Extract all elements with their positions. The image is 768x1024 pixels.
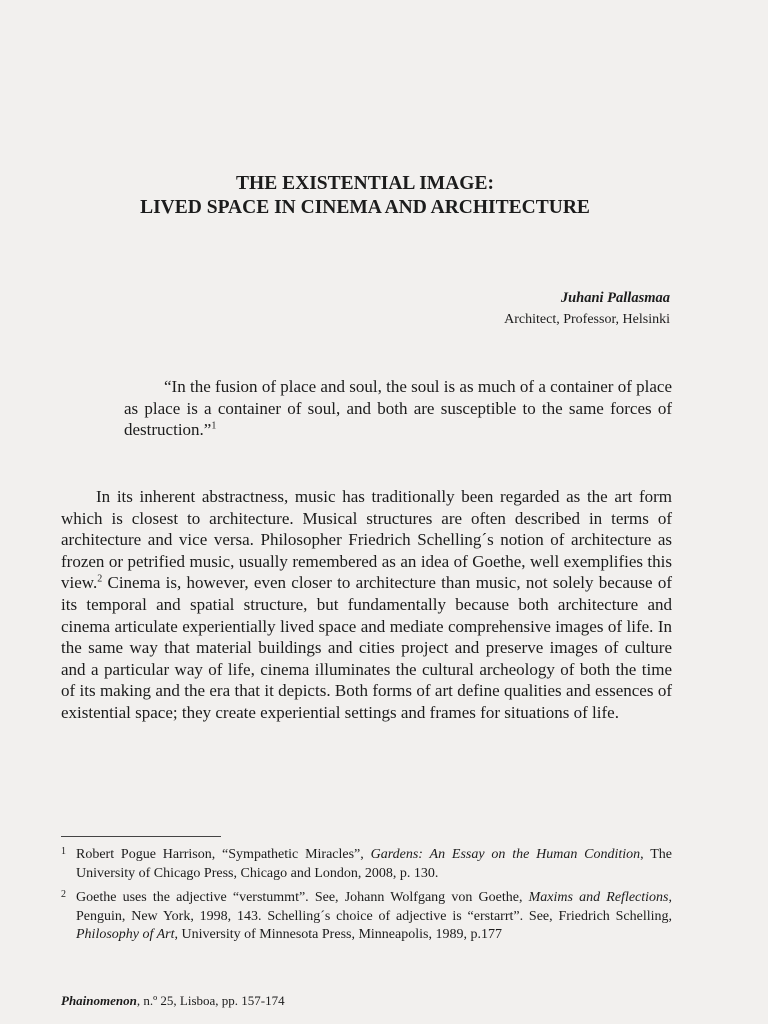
body-text-part-1: In its inherent abstractness, music has traditionally been regarded as the art form which is closest to architecture. Musical structures are often described in terms of architecture and vice versa. Philosopher Friedrich Schelling´s notion of architecture as frozen or petrified music, usually remembered as an idea of Goethe, well exemplifies this view. [61, 487, 672, 593]
article-title [60, 172, 670, 220]
journal-name: Phainomenon [61, 993, 137, 1008]
epigraph-quote [124, 376, 672, 441]
author-name: Juhani Pallasmaa [560, 290, 670, 306]
footnote-text: , Penguin, New York, 1998, 143. Schelling´s choice of adjective is “erstarrt”. See, Friedrich Schelling, [76, 890, 672, 924]
footnote-text: , The University of Chicago Press, Chicago and London, 2008, p. 130. [76, 847, 673, 881]
footnote-ref-1: 1 [211, 420, 217, 432]
footnote-text: , University of Minnesota Press, Minneapolis, 1989, p.177 [174, 927, 502, 942]
author-affiliation: Architect, Professor, Helsinki [504, 312, 670, 327]
journal-details: , n.º 25, Lisboa, pp. 157-174 [136, 993, 285, 1008]
footnote-1 [61, 843, 672, 883]
footnotes [61, 843, 672, 948]
footnote-2 [61, 886, 672, 945]
footnote-divider [61, 836, 221, 837]
body-paragraph [61, 486, 672, 724]
body-text-part-2: Cinema is, however, even closer to architecture than music, not solely because of its temporal and spatial structure, but fundamentally because both architecture and cinema articulate experientially lived space and mediate comprehensive images of life. In the same way that material buildings and cities project and preserve images of culture and a particular way of life, cinema illuminates the cultural archeology of both the time of its making and the era that it depicts. Both forms of art define qualities and essences of existential space; they create experiential settings and frames for situations of life. [61, 573, 672, 722]
footnote-book-title: Gardens: An Essay on the Human Condition [370, 847, 641, 862]
footnote-text: Robert Pogue Harrison, “Sympathetic Miracles”, [76, 847, 371, 862]
footnote-number: 1 [61, 846, 66, 857]
author-block [504, 288, 670, 330]
epigraph-text: “In the fusion of place and soul, the soul is as much of a container of place as place is a container of soul, and both are susceptible to the same forces of destruction.” [124, 377, 672, 439]
footnote-ref-2: 2 [97, 573, 103, 585]
title-line-2: LIVED SPACE IN CINEMA AND ARCHITECTURE [140, 197, 590, 218]
journal-citation [61, 993, 285, 1009]
footnote-book-title: Maxims and Reflections [528, 890, 669, 905]
title-line-1: THE EXISTENTIAL IMAGE: [236, 173, 494, 194]
footnote-book-title: Philosophy of Art [76, 927, 175, 942]
footnote-number: 2 [61, 889, 66, 900]
footnote-text: Goethe uses the adjective “verstummt”. See, Johann Wolfgang von Goethe, [76, 890, 529, 905]
